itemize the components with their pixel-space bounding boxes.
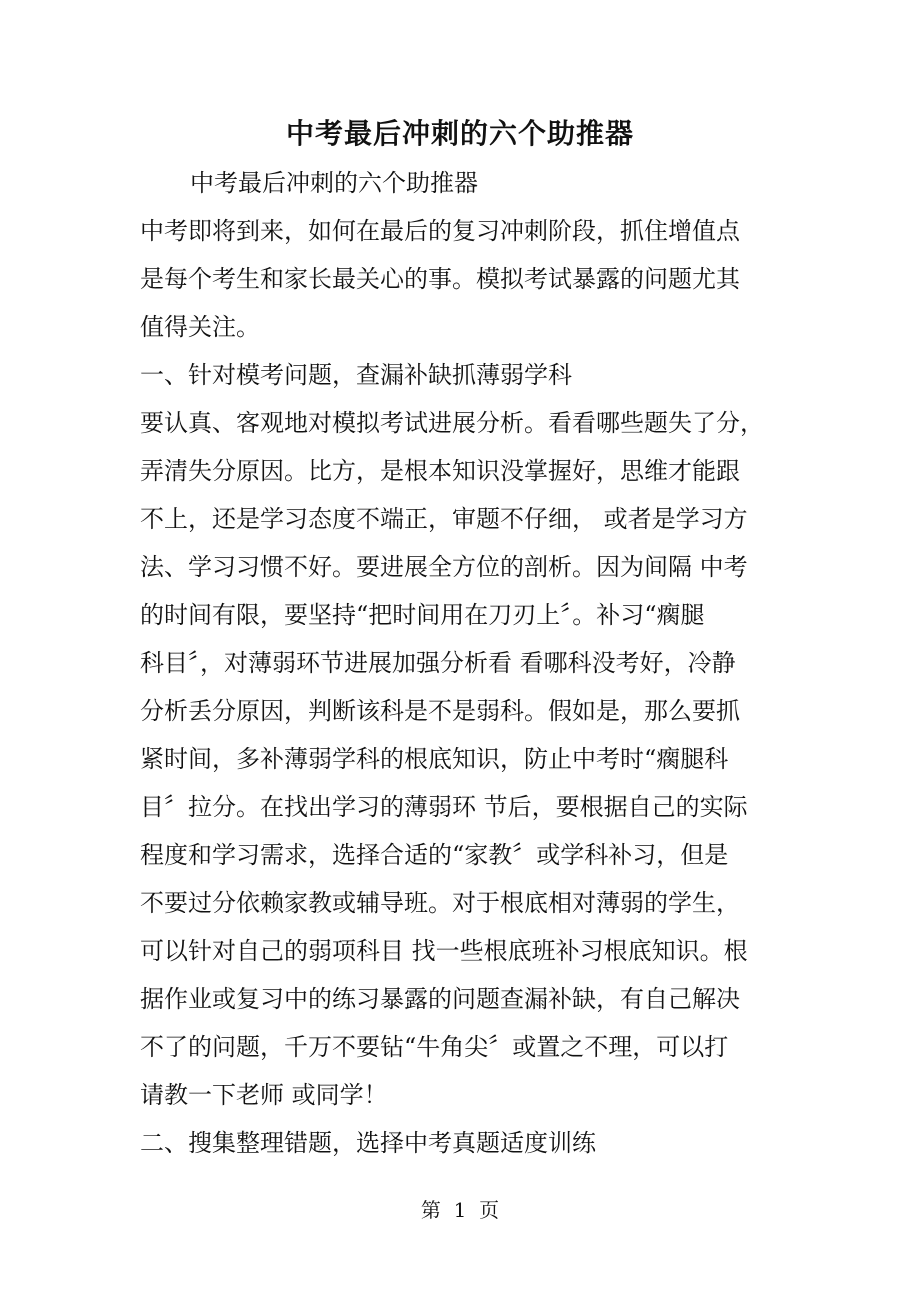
document-subtitle: 中考最后冲刺的六个助推器 <box>190 169 478 197</box>
paragraph-line: 不了的问题，千万不要钻“牛角尖〞或置之不理，可以打 <box>140 1033 729 1061</box>
page-number: 第 1 页 <box>420 1198 500 1222</box>
paragraph-line: 目〞拉分。在找出学习的薄弱环 节后，要根据自己的实际 <box>140 793 748 821</box>
paragraph-line: 不要过分依赖家教或辅导班。对于根底相对薄弱的学生， <box>140 889 740 917</box>
section-heading-1: 一、针对模考问题，查漏补缺抓薄弱学科 <box>140 361 572 389</box>
paragraph-line: 请教一下老师 或同学！ <box>140 1081 388 1109</box>
paragraph-line: 要认真、客观地对模拟考试进展分析。看看哪些题失了分， <box>140 409 764 437</box>
paragraph-line: 是每个考生和家长最关心的事。模拟考试暴露的问题尤其 <box>140 265 740 293</box>
paragraph-line: 弄清失分原因。比方，是根本知识没掌握好，思维才能跟 <box>140 457 740 485</box>
section-heading-2: 二、搜集整理错题，选择中考真题适度训练 <box>140 1129 596 1157</box>
paragraph-line: 科目〞，对薄弱环节进展加强分析看 看哪科没考好，冷静 <box>140 649 736 677</box>
paragraph-line: 分析丢分原因，判断该科是不是弱科。假如是，那么要抓 <box>140 697 740 725</box>
paragraph-line: 值得关注。 <box>140 313 260 341</box>
document-title: 中考最后冲刺的六个助推器 <box>285 117 634 150</box>
paragraph-line: 中考即将到来，如何在最后的复习冲刺阶段，抓住增值点 <box>140 217 740 245</box>
paragraph-line: 程度和学习需求，选择合适的“家教〞或学科补习，但是 <box>140 841 729 869</box>
paragraph-line: 紧时间，多补薄弱学科的根底知识，防止中考时“瘸腿科 <box>140 745 729 773</box>
paragraph-line: 据作业或复习中的练习暴露的问题查漏补缺，有自己解决 <box>140 985 740 1013</box>
paragraph-line: 可以针对自己的弱项科目 找一些根底班补习根底知识。根 <box>140 937 748 965</box>
paragraph-line: 的时间有限，要坚持“把时间用在刀刃上〞。补习“瘸腿 <box>140 601 705 629</box>
paragraph-line: 不上，还是学习态度不端正，审题不仔细， 或者是学习方 <box>140 505 748 533</box>
paragraph-line: 法、学习习惯不好。要进展全方位的剖析。因为间隔 中考 <box>140 553 748 581</box>
